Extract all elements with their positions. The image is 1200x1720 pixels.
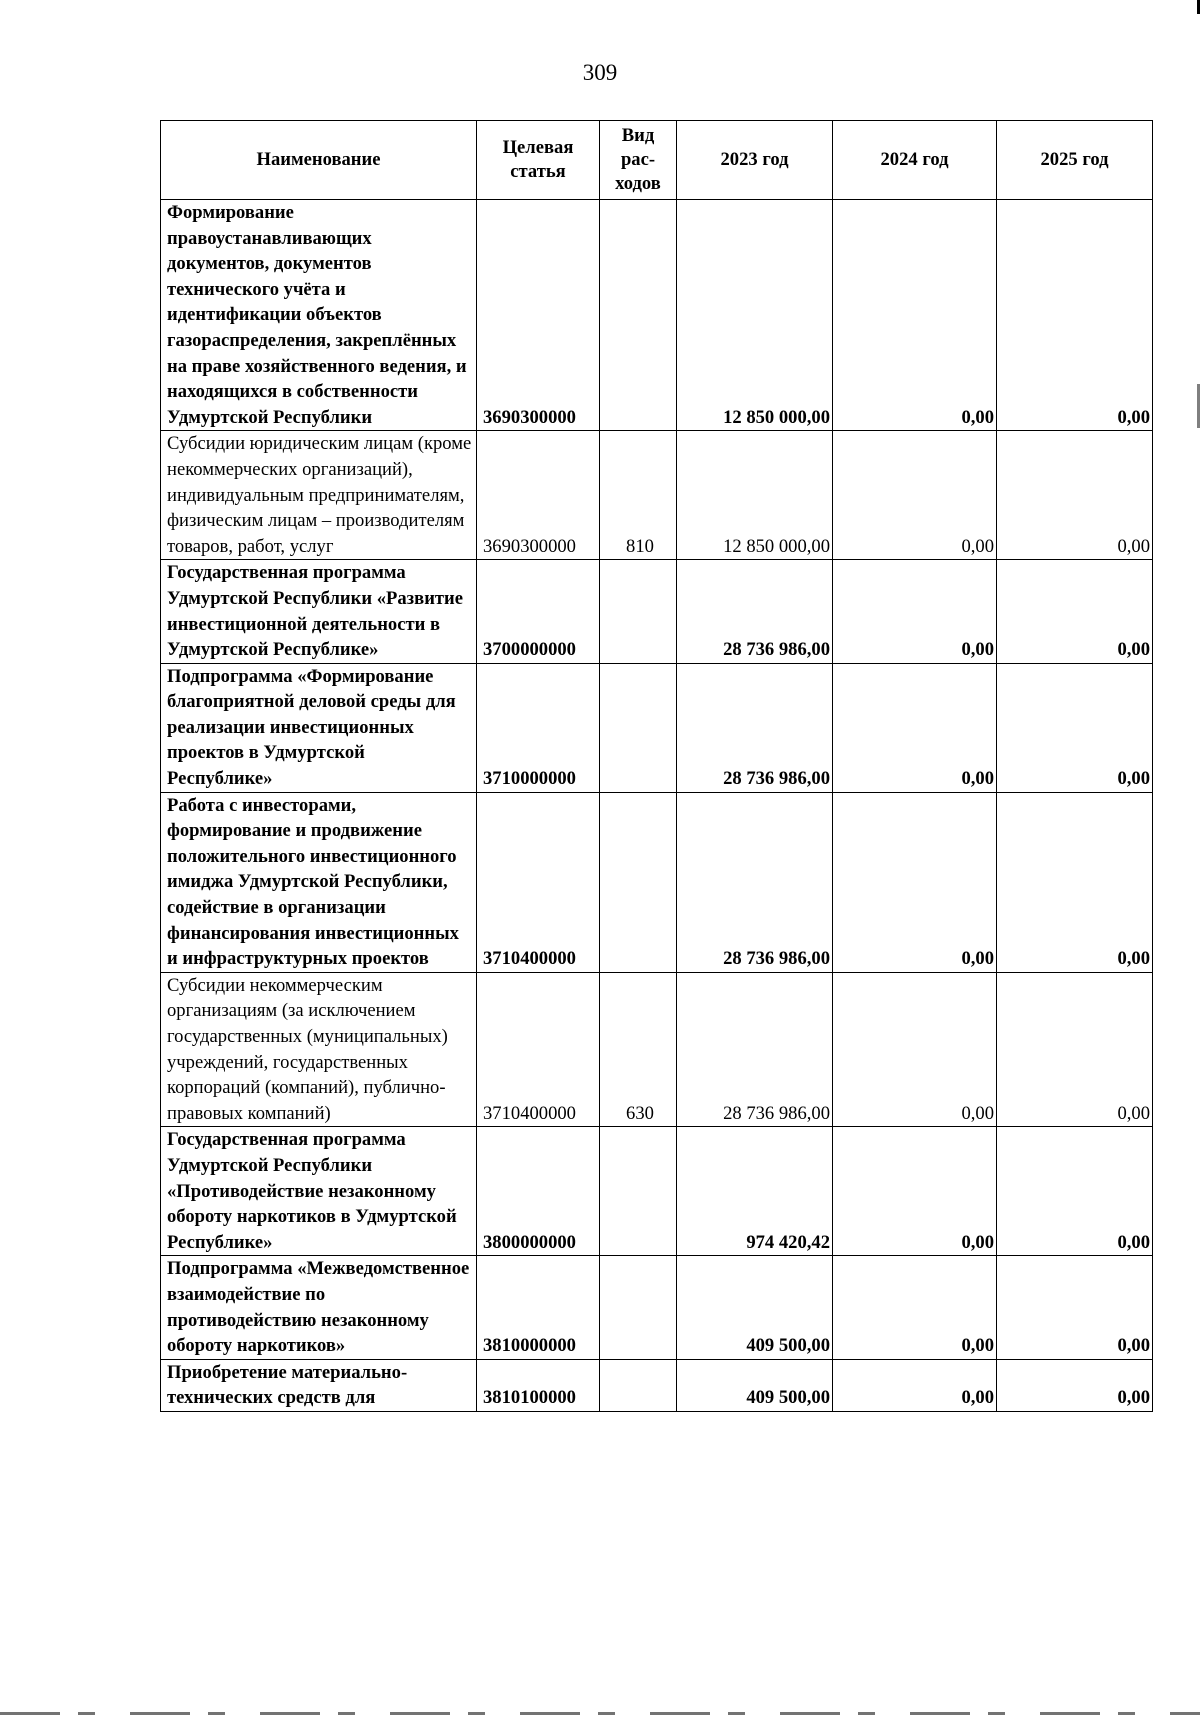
row-2024: 0,00 xyxy=(833,1256,997,1359)
row-2024: 0,00 xyxy=(833,1127,997,1256)
row-2025: 0,00 xyxy=(997,1127,1153,1256)
row-2023: 28 736 986,00 xyxy=(677,792,833,972)
table-row xyxy=(161,1359,1153,1411)
table-row xyxy=(161,663,1153,792)
row-2023: 409 500,00 xyxy=(677,1359,833,1411)
row-name: Формирование правоустанавливающих документов, документов технического учёта и идентификации объектов газораспределения, закреплённых на праве хозяйственного ведения, и находящихся в собственности Удмуртской Республики xyxy=(161,200,477,431)
row-code: 3710400000 xyxy=(477,972,600,1127)
row-code: 3700000000 xyxy=(477,560,600,663)
row-2023: 974 420,42 xyxy=(677,1127,833,1256)
row-vid xyxy=(600,663,677,792)
header-vid-label: Вид рас-ходов xyxy=(615,125,661,194)
row-2024: 0,00 xyxy=(833,663,997,792)
budget-table xyxy=(160,120,1153,1412)
row-name: Подпрограмма «Формирование благоприятной деловой среды для реализации инвестиционных проектов в Удмуртской Республике» xyxy=(161,663,477,792)
table-row xyxy=(161,560,1153,663)
row-name: Государственная программа Удмуртской Республики «Противодействие незаконному обороту наркотиков в Удмуртской Республике» xyxy=(161,1127,477,1256)
row-vid xyxy=(600,792,677,972)
row-code: 3690300000 xyxy=(477,200,600,431)
row-2023: 28 736 986,00 xyxy=(677,972,833,1127)
row-2025: 0,00 xyxy=(997,792,1153,972)
row-vid xyxy=(600,1256,677,1359)
table-row xyxy=(161,431,1153,560)
row-name: Государственная программа Удмуртской Республики «Развитие инвестиционной деятельности в Удмуртской Республике» xyxy=(161,560,477,663)
row-vid xyxy=(600,200,677,431)
table-row xyxy=(161,200,1153,431)
row-2024: 0,00 xyxy=(833,1359,997,1411)
row-name: Субсидии юридическим лицам (кроме некоммерческих организаций), индивидуальным предпринимателям, физическим лицам – производителям товаров, работ, услуг xyxy=(161,431,477,560)
row-2025: 0,00 xyxy=(997,431,1153,560)
row-2024: 0,00 xyxy=(833,431,997,560)
row-2023: 28 736 986,00 xyxy=(677,560,833,663)
row-vid xyxy=(600,560,677,663)
page-number: 309 xyxy=(582,60,618,85)
row-2023: 409 500,00 xyxy=(677,1256,833,1359)
row-2025: 0,00 xyxy=(997,1256,1153,1359)
row-2025: 0,00 xyxy=(997,663,1153,792)
row-2023: 12 850 000,00 xyxy=(677,200,833,431)
row-name: Подпрограмма «Межведомственное взаимодействие по противодействию незаконному обороту наркотиков» xyxy=(161,1256,477,1359)
row-name: Субсидии некоммерческим организациям (за исключением государственных (муниципальных) учреждений, государственных корпораций (компаний), публично-правовых компаний) xyxy=(161,972,477,1127)
row-vid xyxy=(600,1359,677,1411)
header-code-label: Целевая статья xyxy=(502,137,574,182)
header-2023: 2023 год xyxy=(677,121,833,200)
header-vid xyxy=(600,121,677,200)
row-vid xyxy=(600,1127,677,1256)
row-2024: 0,00 xyxy=(833,792,997,972)
row-code: 3690300000 xyxy=(477,431,600,560)
row-name: Работа с инвесторами, формирование и продвижение положительного инвестиционного имиджа Удмуртской Республики, содействие в организации финансирования инвестиционных и инфраструктурных проектов xyxy=(161,792,477,972)
row-2024: 0,00 xyxy=(833,972,997,1127)
row-2024: 0,00 xyxy=(833,200,997,431)
row-vid: 810 xyxy=(600,431,677,560)
row-2025: 0,00 xyxy=(997,200,1153,431)
header-code xyxy=(477,121,600,200)
row-code: 3800000000 xyxy=(477,1127,600,1256)
row-code: 3710400000 xyxy=(477,792,600,972)
row-2025: 0,00 xyxy=(997,1359,1153,1411)
row-code: 3810000000 xyxy=(477,1256,600,1359)
row-2023: 28 736 986,00 xyxy=(677,663,833,792)
row-2025: 0,00 xyxy=(997,972,1153,1127)
header-name: Наименование xyxy=(161,121,477,200)
table-row xyxy=(161,792,1153,972)
header-2025: 2025 год xyxy=(997,121,1153,200)
row-vid: 630 xyxy=(600,972,677,1127)
row-2023: 12 850 000,00 xyxy=(677,431,833,560)
table-row xyxy=(161,1256,1153,1359)
row-2024: 0,00 xyxy=(833,560,997,663)
row-code: 3710000000 xyxy=(477,663,600,792)
table-row xyxy=(161,1127,1153,1256)
header-2024: 2024 год xyxy=(833,121,997,200)
row-code: 3810100000 xyxy=(477,1359,600,1411)
table-row xyxy=(161,972,1153,1127)
row-name: Приобретение материально-технических средств для xyxy=(161,1359,477,1411)
scan-footer-line xyxy=(0,1712,1200,1715)
row-2025: 0,00 xyxy=(997,560,1153,663)
table-header-row xyxy=(161,121,1153,200)
